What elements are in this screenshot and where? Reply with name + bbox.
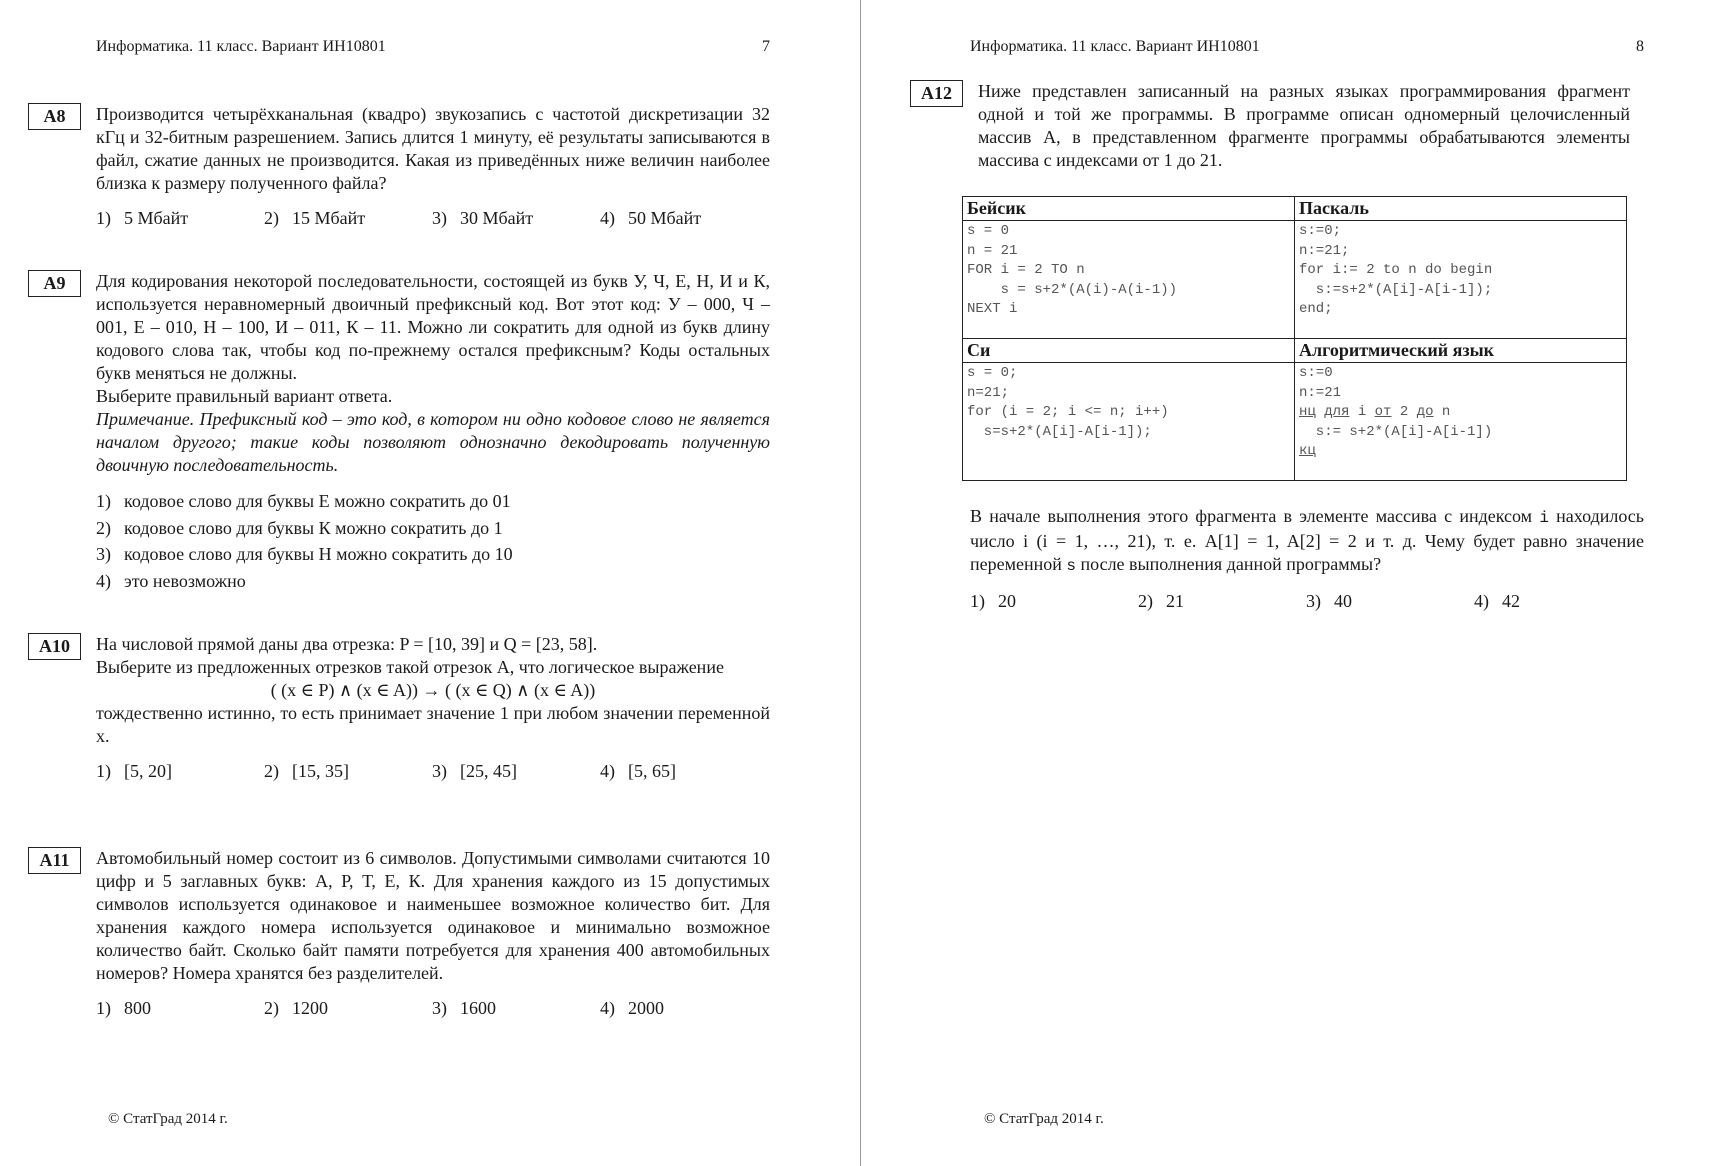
answer-option[interactable]: 1) 5 Мбайт: [96, 208, 189, 228]
code-listing: s = 0; n=21; for (i = 2; i <= n; i++) s=s+2*(A[i]-A[i-1]);: [967, 365, 1169, 440]
answer-option[interactable]: 4) 2000: [600, 998, 664, 1018]
answer-options: [96, 761, 770, 782]
task-label: А9: [28, 270, 81, 297]
task-text: На числовой прямой даны два отрезка: P = [10, 39] и Q = [23, 58].: [96, 634, 598, 654]
task-text: Для кодирования некоторой последовательности, состоящей из букв У, Ч, Е, Н, И и К, используется неравномерный двоичный префиксный код. Вот этот код: У – 000, Ч – 001, Е – 010, Н – 100, И – 011, К – 11. Можно ли сократить для одной из букв длину кодового слова так, чтобы код по-прежнему остался префиксным? Коды остальных букв меняться не должны.: [96, 271, 770, 383]
task-a10: [39, 633, 770, 782]
answer-option[interactable]: 1) 20: [970, 591, 1016, 611]
answer-option[interactable]: 4) это невозможно: [96, 570, 246, 591]
answer-option[interactable]: 3) кодовое слово для буквы Н можно сократить до 10: [96, 544, 513, 564]
task-a8: [43, 103, 770, 229]
page-divider: [860, 0, 861, 1166]
task-text: Автомобильный номер состоит из 6 символов. Допустимыми символами считаются 10 цифр и 5 заглавных букв: А, Р, Т, Е, К. Для хранения каждого из 15 допустимых символов используется одинаковое и наименьшее возможное количество бит. Для хранения каждого номера используется одинаковое и минимально возможное количество байт. Сколько байт памяти потребуется для хранения 400 автомобильных номеров? Номера хранятся без разделителей.: [96, 848, 770, 983]
code-table: [962, 196, 1627, 481]
page-number: 8: [1636, 38, 1644, 55]
page-number: 7: [762, 38, 770, 55]
code-language-title: Паскаль: [1295, 197, 1626, 221]
task-label: А10: [28, 633, 81, 660]
answer-option[interactable]: 3) 30 Мбайт: [432, 208, 534, 228]
answer-option[interactable]: 3) 40: [1306, 591, 1352, 611]
task-text: В начале выполнения этого фрагмента в элементе массива с индексом i находилось число i (i = 1, …, 21), т. е. A[1] = 1, A[2] = 2 и т. д. Чему будет равно значение переменной s после выполнения данной программы?: [970, 506, 1644, 575]
code-language-title: Алгоритмический язык: [1295, 339, 1626, 363]
task-text: Выберите из предложенных отрезков такой отрезок A, что логическое выражение: [96, 657, 724, 677]
code-cell-pascal: [1295, 197, 1627, 339]
code-cell-c: [963, 339, 1295, 481]
code-cell-basic: [963, 197, 1295, 339]
task-text: Производится четырёхканальная (квадро) звукозапись с частотой дискретизации 32 кГц и 32-битным разрешением. Запись длится 1 минуту, её результаты записываются в файл, сжатие данных не производится. Какая из приведённых ниже величин наиболее близка к размеру полученного файла?: [96, 104, 770, 193]
task-text: Ниже представлен записанный на разных языках программирования фрагмент одной и той же программы. В программе описан одномерный целочисленный массив А, в представленном фрагменте программы обрабатываются элементы массива с индексами от 1 до 21.: [978, 81, 1630, 170]
header-title: Информатика. 11 класс. Вариант ИН10801: [970, 38, 1260, 55]
page-footer: © СтатГрад 2014 г.: [984, 1111, 1104, 1127]
task-a11: [39, 847, 770, 1019]
task-text: тождественно истинно, то есть принимает значение 1 при любом значении переменной х.: [96, 703, 770, 746]
answer-option[interactable]: 2) [15, 35]: [264, 761, 349, 781]
task-label: А11: [28, 847, 81, 874]
task-a12-question: [970, 505, 1644, 612]
task-instruction: Выберите правильный вариант ответа.: [96, 386, 393, 406]
answer-options: [96, 998, 770, 1019]
page-footer: © СтатГрад 2014 г.: [108, 1111, 228, 1127]
code-language-title: Бейсик: [963, 197, 1294, 221]
answer-option[interactable]: 4) 50 Мбайт: [600, 208, 702, 228]
page-header: [970, 38, 1644, 56]
task-a9: [43, 270, 770, 594]
code-listing: s = 0 n = 21 FOR i = 2 TO n s = s+2*(A(i)-A(i-1)) NEXT i: [967, 223, 1178, 317]
header-title: Информатика. 11 класс. Вариант ИН10801: [96, 38, 386, 55]
task-note: Примечание. Префиксный код – это код, в котором ни одно кодовое слово не является началом другого; такие коды позволяют однозначно декодировать полученную двоичную последовательность.: [96, 409, 770, 475]
answer-option[interactable]: 4) [5, 65]: [600, 761, 676, 781]
answer-option[interactable]: 2) 15 Мбайт: [264, 208, 366, 228]
code-language-title: Си: [963, 339, 1294, 363]
code-listing: s:=0; n:=21; for i:= 2 to n do begin s:=s+2*(A[i]-A[i-1]); end;: [1299, 223, 1493, 317]
right-page: [862, 0, 1716, 1166]
answer-options: [96, 208, 770, 229]
code-cell-algorithmic: [1295, 339, 1627, 481]
task-label: А8: [28, 103, 81, 130]
answer-option[interactable]: 2) 1200: [264, 998, 328, 1018]
task-a12: [921, 80, 1630, 172]
answer-options: [970, 591, 1644, 612]
page-header: [96, 38, 770, 56]
answer-option[interactable]: 3) 1600: [432, 998, 496, 1018]
answer-option[interactable]: 2) 21: [1138, 591, 1184, 611]
answer-option[interactable]: 4) 42: [1474, 591, 1520, 611]
answer-option[interactable]: 2) кодовое слово для буквы К можно сократить до 1: [96, 517, 503, 538]
task-label: А12: [910, 80, 963, 107]
answer-option[interactable]: 1) [5, 20]: [96, 761, 172, 781]
answer-option[interactable]: 3) [25, 45]: [432, 761, 517, 781]
answer-option[interactable]: 1) кодовое слово для буквы Е можно сократить до 01: [96, 491, 511, 511]
logic-formula: ( (x ∈ P) ∧ (x ∈ A)) → ( (x ∈ Q) ∧ (x ∈ A)): [270, 680, 596, 700]
code-listing: s:=0 n:=21 нц для i от 2 до n s:= s+2*(A[i]-A[i-1]) кц: [1299, 365, 1493, 459]
answer-option[interactable]: 1) 800: [96, 998, 151, 1018]
answer-options: [96, 488, 770, 594]
